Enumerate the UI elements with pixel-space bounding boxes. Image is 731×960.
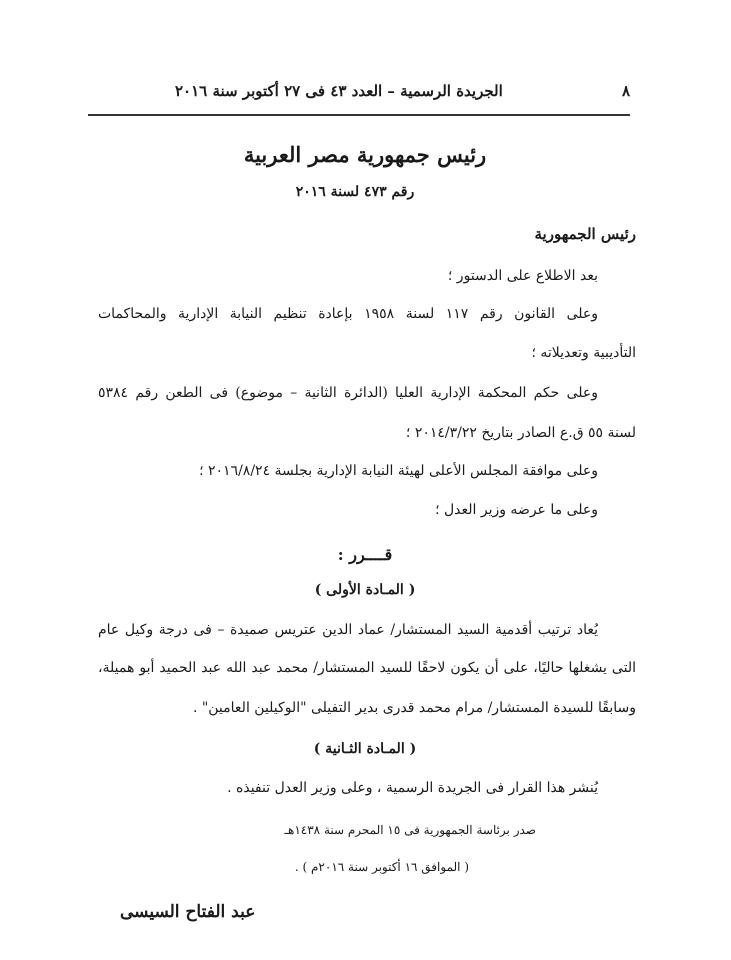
article-1-line: يُعاد ترتيب أقدمية السيد المستشار/ عماد الدين عتريس صميدة – فى درجة وكيل عام [98, 622, 598, 638]
article-1-line: التى يشغلها حاليًا، على أن يكون لاحقًا للسيد المستشار/ محمد عبد الله عبد الحميد أبو هميلة، [98, 660, 636, 676]
preamble-line: لسنة ٥٥ ق.ع الصادر بتاريخ ٢٠١٤/٣/٢٢ ؛ [405, 425, 636, 441]
article-2-title: ( المـادة الثـانية ) [313, 741, 417, 757]
page-number: ٨ [621, 82, 630, 100]
preamble-line: وعلى ما عرضه وزير العدل ؛ [435, 502, 598, 518]
article-1-line: وسابقًا للسيدة المستشار/ مرام محمد قدرى بدير التفيلى "الوكيلين العامين" . [192, 700, 636, 716]
journal-line: الجريدة الرسمية – العدد ٤٣ فى ٢٧ أكتوبر سنة ٢٠١٦ [175, 82, 503, 100]
issued-date-line: ( الموافق ١٦ أكتوبر سنة ٢٠١٦م ) . [294, 860, 469, 874]
preamble-line: وعلى حكم المحكمة الإدارية العليا (الدائرة الثانية – موضوع) فى الطعن رقم ٥٣٨٤ [98, 385, 598, 401]
decree-issuer: رئيس جمهورية مصر العربية [243, 142, 487, 167]
decree-number: رقم ٤٧٣ لسنة ٢٠١٦ [295, 184, 415, 200]
signature-name: عبد الفتاح السيسى [120, 902, 256, 922]
article-2-text: يُنشر هذا القرار فى الجريدة الرسمية ، وعلى وزير العدل تنفيذه . [227, 780, 598, 796]
preamble-line: وعلى القانون رقم ١١٧ لسنة ١٩٥٨ بإعادة تنظيم النيابة الإدارية والمحاكمات [98, 306, 599, 322]
preamble-line: التأديبية وتعديلاته ؛ [531, 345, 636, 361]
decided-heading: قــــرر : [337, 545, 393, 564]
page-header [175, 78, 630, 104]
addressee: رئيس الجمهورية [534, 225, 636, 243]
article-1-title: ( المـادة الأولى ) [314, 582, 416, 598]
preamble-line: وعلى موافقة المجلس الأعلى لهيئة النيابة الإدارية بجلسة ٢٠١٦/٨/٢٤ ؛ [199, 463, 598, 479]
header-rule [88, 114, 630, 116]
preamble-line: بعد الاطلاع على الدستور ؛ [447, 268, 598, 284]
issued-line: صدر برئاسة الجمهورية فى ١٥ المحرم سنة ١٤٣٨هـ [284, 823, 536, 837]
